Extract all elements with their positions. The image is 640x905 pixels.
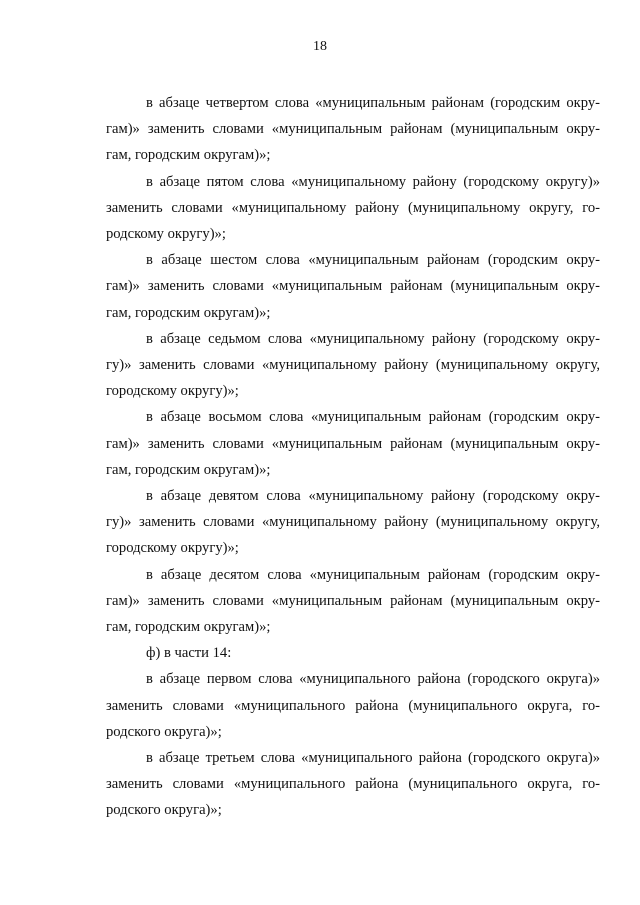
paragraph-line: в абзаце шестом слова «муниципальным районам (городским окру- bbox=[146, 252, 600, 269]
paragraph-line: городскому округу)»; bbox=[106, 540, 239, 557]
paragraph-line: гам, городским округам)»; bbox=[106, 461, 271, 478]
paragraph-line: гам)» заменить словами «муниципальным районам (муниципальным окру- bbox=[106, 592, 600, 609]
paragraph-1 bbox=[106, 90, 600, 169]
paragraph-line: родскому округу)»; bbox=[106, 226, 226, 243]
paragraph-9 bbox=[106, 666, 600, 745]
paragraph-line: гам)» заменить словами «муниципальным районам (муниципальным окру- bbox=[106, 121, 600, 138]
paragraph-line: в абзаце седьмом слова «муниципальному району (городскому окру- bbox=[146, 330, 600, 347]
paragraph-line: городскому округу)»; bbox=[106, 383, 239, 400]
paragraph-8 bbox=[106, 640, 600, 666]
paragraph-2 bbox=[106, 169, 600, 248]
paragraph-line: гам, городским округам)»; bbox=[106, 619, 271, 636]
page-number: 18 bbox=[313, 39, 327, 54]
paragraph-line: заменить словами «муниципального района (муниципального округа, го- bbox=[106, 776, 600, 793]
paragraph-10 bbox=[106, 745, 600, 824]
paragraph-line: гам, городским округам)»; bbox=[106, 304, 271, 321]
document-body bbox=[106, 90, 600, 824]
paragraph-line: гам)» заменить словами «муниципальным районам (муниципальным окру- bbox=[106, 435, 600, 452]
paragraph-line: в абзаце пятом слова «муниципальному району (городскому округу)» bbox=[146, 173, 600, 190]
paragraph-line: гам, городским округам)»; bbox=[106, 147, 271, 164]
paragraph-line: заменить словами «муниципальному району (муниципальному округу, го- bbox=[106, 199, 600, 216]
paragraph-line: в абзаце десятом слова «муниципальным районам (городским окру- bbox=[146, 566, 600, 583]
paragraph-line: родского округа)»; bbox=[106, 723, 222, 740]
paragraph-line: в абзаце третьем слова «муниципального района (городского округа)» bbox=[146, 750, 600, 767]
paragraph-7 bbox=[106, 562, 600, 641]
paragraph-3 bbox=[106, 247, 600, 326]
paragraph-line: в абзаце первом слова «муниципального района (городского округа)» bbox=[146, 671, 600, 688]
paragraph-6 bbox=[106, 483, 600, 562]
paragraph-5 bbox=[106, 404, 600, 483]
paragraph-line: заменить словами «муниципального района (муниципального округа, го- bbox=[106, 697, 600, 714]
paragraph-line: родского округа)»; bbox=[106, 802, 222, 819]
paragraph-line: гу)» заменить словами «муниципальному району (муниципальному округу, bbox=[106, 514, 600, 531]
paragraph-line: ф) в части 14: bbox=[146, 645, 232, 662]
paragraph-4 bbox=[106, 326, 600, 405]
paragraph-line: в абзаце четвертом слова «муниципальным районам (городским окру- bbox=[146, 95, 600, 111]
paragraph-line: в абзаце восьмом слова «муниципальным районам (городским окру- bbox=[146, 409, 600, 426]
paragraph-line: гам)» заменить словами «муниципальным районам (муниципальным окру- bbox=[106, 278, 600, 295]
paragraph-line: в абзаце девятом слова «муниципальному району (городскому окру- bbox=[146, 488, 600, 505]
paragraph-line: гу)» заменить словами «муниципальному району (муниципальному округу, bbox=[106, 357, 600, 374]
